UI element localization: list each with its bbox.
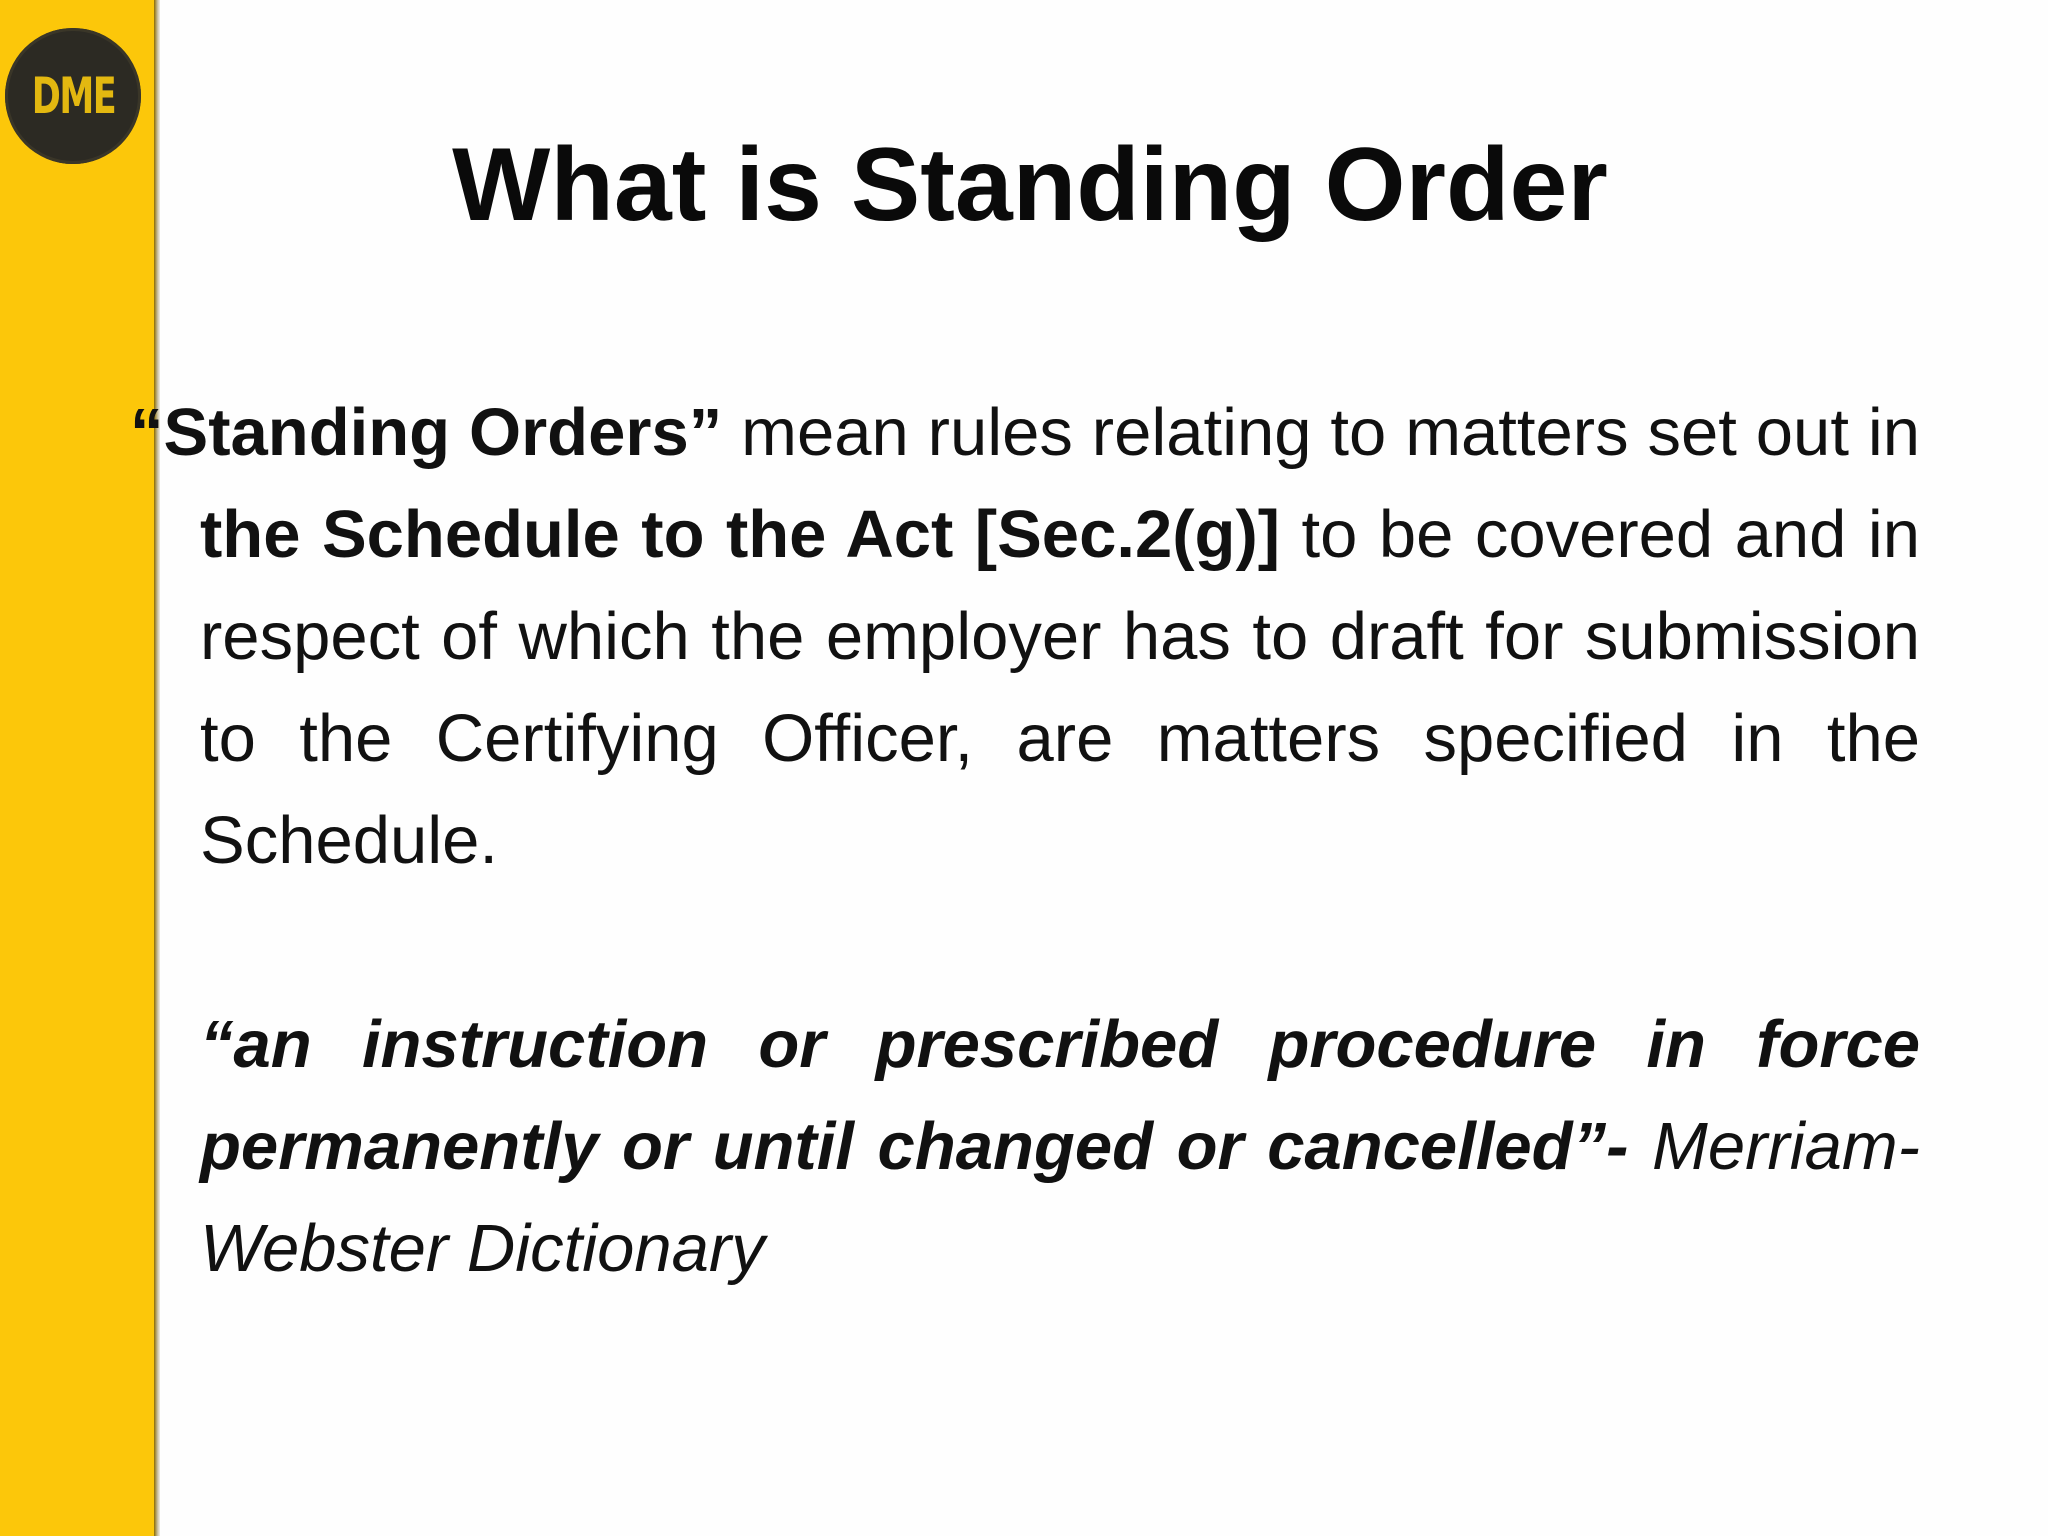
definition-paragraph: [130, 382, 1920, 892]
logo-text: DME: [31, 67, 115, 125]
dictionary-quote: “an instruction or prescribed procedure in force permanently or until changed or cancelled”-: [200, 1007, 1920, 1184]
definition-term: “Standing Orders”: [130, 395, 723, 470]
accent-sidebar: [0, 0, 154, 1536]
slide-body: [130, 382, 1920, 1300]
quote-source: Merriam-Webster Dictionary: [200, 1109, 1920, 1286]
schedule-reference: the Schedule to the Act [Sec.2(g)]: [200, 497, 1281, 572]
slide-title: What is Standing Order: [452, 127, 1608, 243]
definition-text-2: to be covered and in respect of which the employer has to draft for submission to the Certifying Officer, are matters specified in the Schedule.: [200, 497, 1920, 878]
definition-text-1: mean rules relating to matters set out in: [722, 395, 1920, 470]
dictionary-quote-paragraph: [200, 994, 1920, 1300]
dme-logo: [5, 28, 141, 164]
